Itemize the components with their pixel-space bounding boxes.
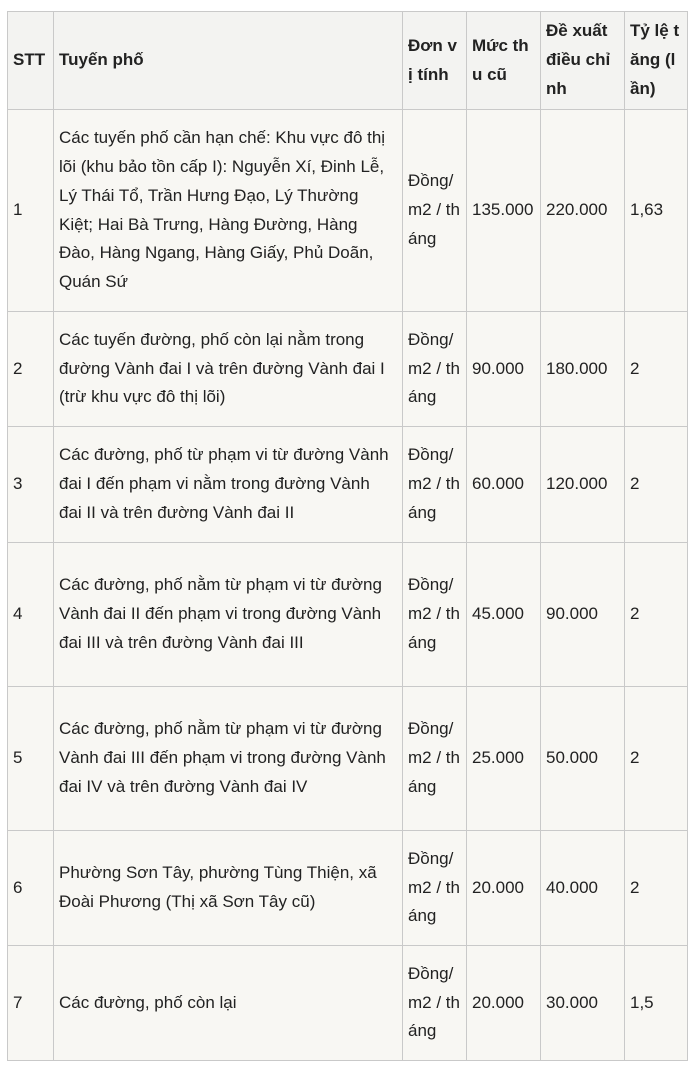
cell-route: Các tuyến đường, phố còn lại nằm trong đường Vành đai I và trên đường Vành đai I (trừ khu vực đô thị lõi) (54, 312, 403, 427)
table-row (8, 687, 688, 831)
cell-old-fee: 90.000 (467, 312, 541, 427)
header-old-fee: Mức thu cũ (467, 12, 541, 110)
cell-unit: Đồng/ m2 / tháng (403, 427, 467, 543)
table-row (8, 110, 688, 312)
cell-ratio: 2 (625, 312, 688, 427)
cell-proposed: 180.000 (541, 312, 625, 427)
cell-old-fee: 45.000 (467, 543, 541, 687)
cell-proposed: 220.000 (541, 110, 625, 312)
cell-unit: Đồng/ m2 / tháng (403, 543, 467, 687)
cell-stt: 6 (8, 831, 54, 946)
cell-stt: 5 (8, 687, 54, 831)
cell-ratio: 1,63 (625, 110, 688, 312)
header-unit: Đơn vị tính (403, 12, 467, 110)
cell-old-fee: 60.000 (467, 427, 541, 543)
cell-proposed: 30.000 (541, 946, 625, 1061)
cell-old-fee: 25.000 (467, 687, 541, 831)
cell-old-fee: 20.000 (467, 831, 541, 946)
cell-unit: Đồng/ m2 / tháng (403, 946, 467, 1061)
header-ratio: Tỷ lệ tăng (lần) (625, 12, 688, 110)
header-route: Tuyến phố (54, 12, 403, 110)
table-row (8, 946, 688, 1061)
cell-ratio: 2 (625, 543, 688, 687)
fee-table (7, 11, 688, 1061)
cell-route: Các đường, phố nằm từ phạm vi từ đường Vành đai II đến phạm vi trong đường Vành đai III và trên đường Vành đai III (54, 543, 403, 687)
cell-route: Phường Sơn Tây, phường Tùng Thiện, xã Đoài Phương (Thị xã Sơn Tây cũ) (54, 831, 403, 946)
cell-stt: 7 (8, 946, 54, 1061)
cell-unit: Đồng/ m2 / tháng (403, 110, 467, 312)
cell-proposed: 90.000 (541, 543, 625, 687)
cell-proposed: 40.000 (541, 831, 625, 946)
cell-ratio: 2 (625, 687, 688, 831)
cell-stt: 2 (8, 312, 54, 427)
cell-route: Các đường, phố còn lại (54, 946, 403, 1061)
table-row (8, 312, 688, 427)
cell-old-fee: 20.000 (467, 946, 541, 1061)
cell-ratio: 2 (625, 831, 688, 946)
cell-route: Các đường, phố từ phạm vi từ đường Vành đai I đến phạm vi nằm trong đường Vành đai II và trên đường Vành đai II (54, 427, 403, 543)
table-row (8, 427, 688, 543)
table-row (8, 831, 688, 946)
cell-stt: 4 (8, 543, 54, 687)
cell-stt: 3 (8, 427, 54, 543)
cell-old-fee: 135.000 (467, 110, 541, 312)
cell-ratio: 1,5 (625, 946, 688, 1061)
cell-proposed: 50.000 (541, 687, 625, 831)
cell-route: Các tuyến phố cần hạn chế: Khu vực đô thị lõi (khu bảo tồn cấp I): Nguyễn Xí, Đinh Lễ, Lý Thái Tổ, Trần Hưng Đạo, Lý Thường Kiệt; Hai Bà Trưng, Hàng Đường, Hàng Đào, Hàng Ngang, Hàng Giấy, Phủ Doãn, Quán Sứ (54, 110, 403, 312)
cell-stt: 1 (8, 110, 54, 312)
cell-unit: Đồng/ m2 / tháng (403, 831, 467, 946)
header-proposed: Đề xuất điều chỉnh (541, 12, 625, 110)
cell-proposed: 120.000 (541, 427, 625, 543)
table-header-row (8, 12, 688, 110)
cell-unit: Đồng/ m2 / tháng (403, 312, 467, 427)
cell-ratio: 2 (625, 427, 688, 543)
cell-unit: Đồng/ m2 / tháng (403, 687, 467, 831)
cell-route: Các đường, phố nằm từ phạm vi từ đường Vành đai III đến phạm vi trong đường Vành đai IV và trên đường Vành đai IV (54, 687, 403, 831)
header-stt: STT (8, 12, 54, 110)
table-row (8, 543, 688, 687)
fee-table-container (7, 11, 688, 1061)
